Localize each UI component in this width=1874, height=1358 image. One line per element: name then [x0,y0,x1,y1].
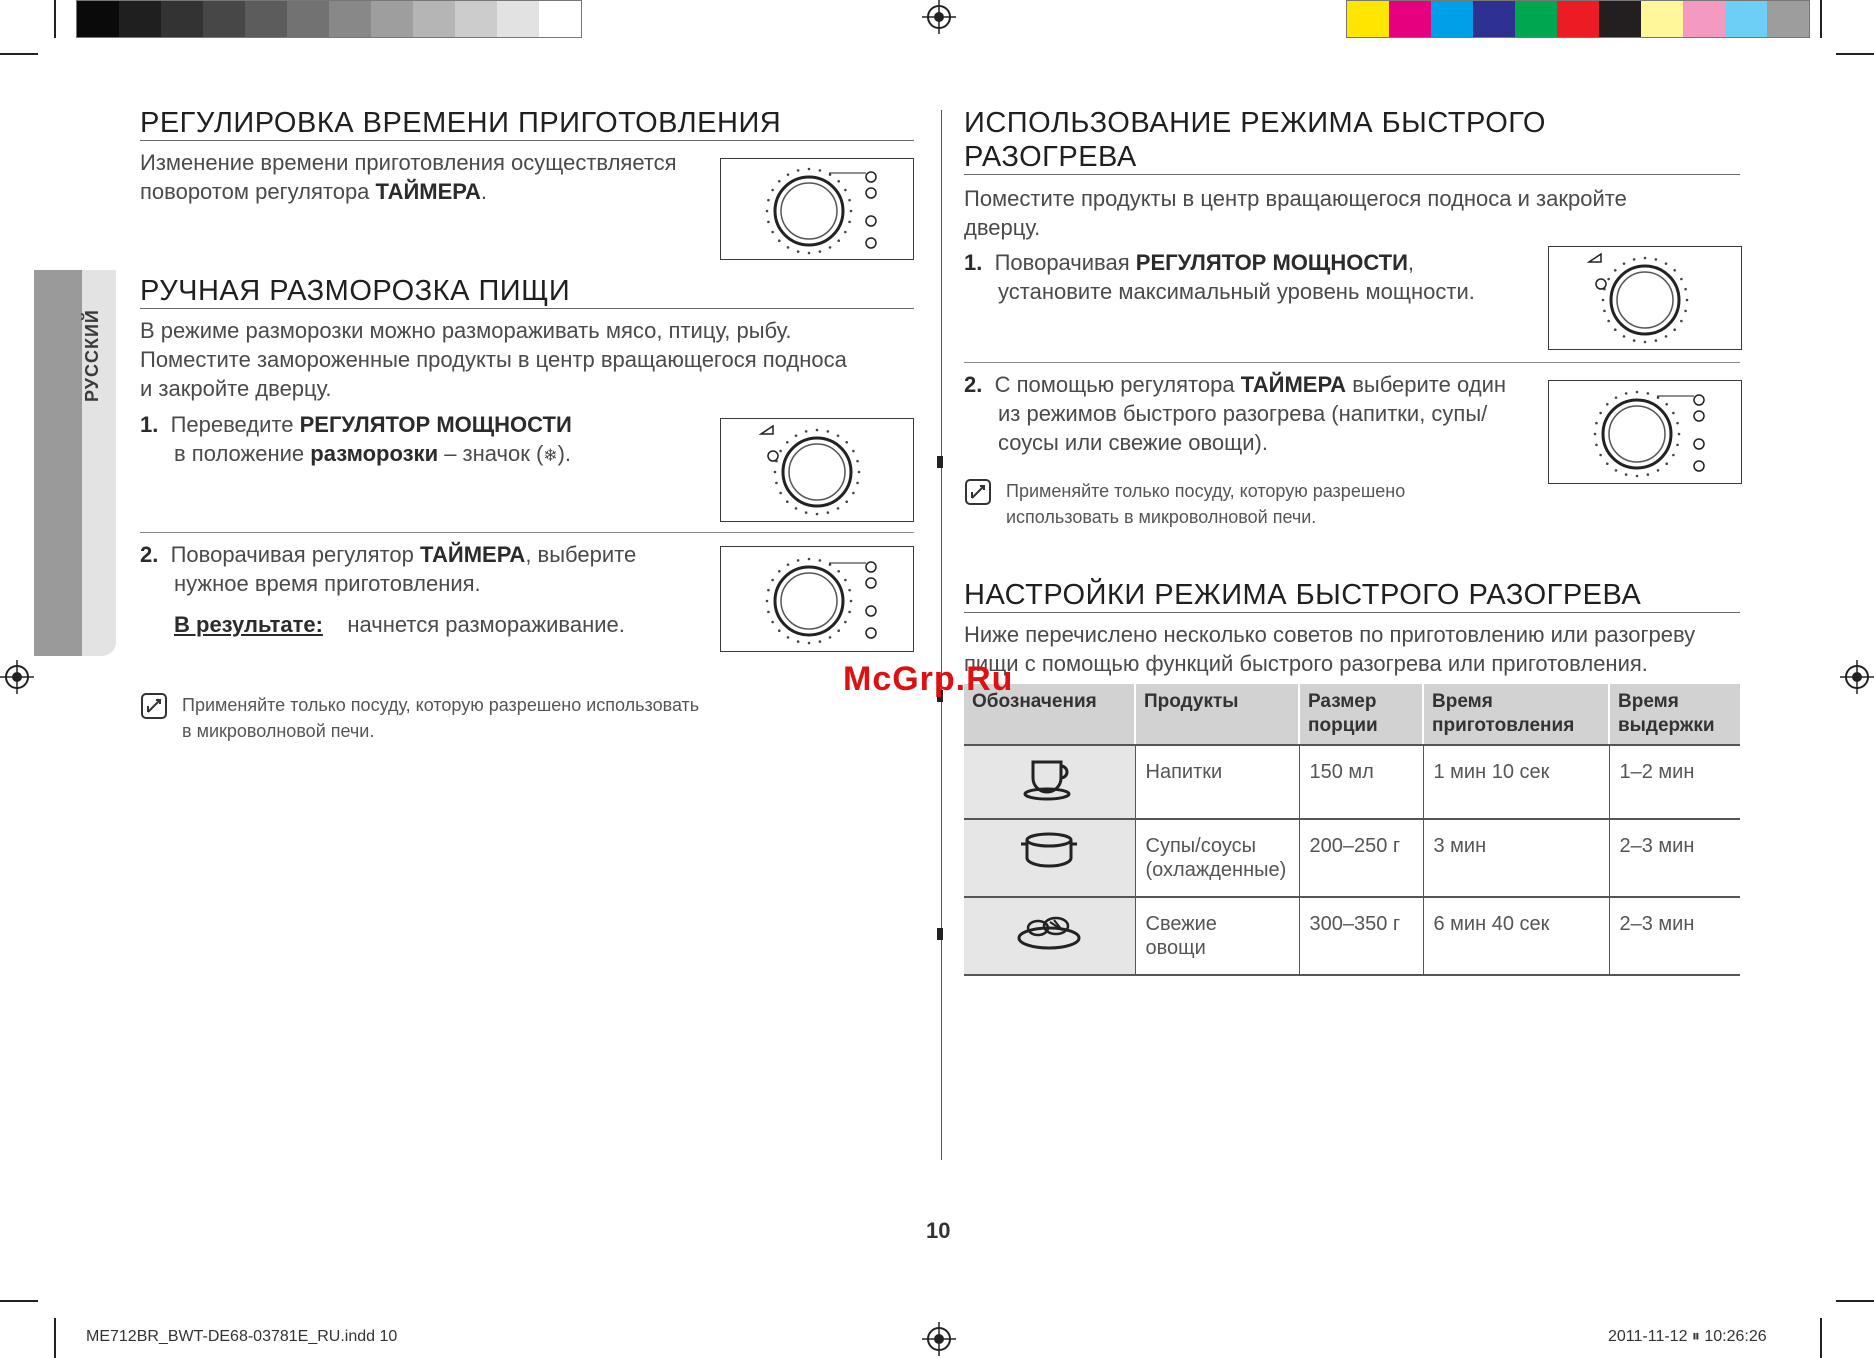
column-header: Время приготовления [1423,684,1609,745]
table-cell: 1 мин 10 сек [1423,745,1609,819]
color-swatch [1515,1,1557,37]
vegetables-icon [1014,906,1084,954]
pot-icon [1017,828,1081,876]
table-cell: 3 мин [1423,819,1609,897]
registration-mark-icon [922,0,956,34]
note-icon [140,692,168,720]
step-separator [964,362,1740,363]
quick-reheat-step-1: 1. Поворачивая РЕГУЛЯТОР МОЩНОСТИ, установите максимальный уровень мощности. [964,250,1475,304]
power-dial-icon [721,419,913,521]
footer-filename: ME712BR_BWT-DE68-03781E_RU.indd 10 [86,1328,398,1345]
table-header-row [964,684,1740,745]
table-cell: Свежие овощи [1135,897,1299,975]
defrost-intro: В режиме разморозки можно размораживать мясо, птицу, рыбу. Поместите замороженные продукты в центр вращающегося подноса и закройте дверцу. [140,318,847,401]
note-icon [964,478,992,506]
crop-mark [1820,0,1822,38]
color-swatch [455,1,497,37]
cookware-note: Применяйте только посуду, которую разрешено использовать в микроволновой печи. [964,478,1524,530]
table-cell [964,819,1135,897]
timer-knob-illustration [720,546,914,652]
column-header: Продукты [1135,684,1299,745]
defrost-step-1: 1. Переведите РЕГУЛЯТОР МОЩНОСТИ в положение разморозки – значок (❄). [140,412,572,466]
color-swatch [1641,1,1683,37]
column-header: Обозначения [964,684,1135,745]
defrost-icon: ❄ [543,446,558,465]
color-swatch [287,1,329,37]
color-swatch [1557,1,1599,37]
color-swatch [329,1,371,37]
cooking-time-text: Изменение времени приготовления осуществляется поворотом регулятора ТАЙМЕРА. [140,150,677,204]
column-header: Размер порции [1299,684,1423,745]
section-title-cooking-time: РЕГУЛИРОВКА ВРЕМЕНИ ПРИГОТОВЛЕНИЯ [140,106,914,141]
section-title-quick-reheat: ИСПОЛЬЗОВАНИЕ РЕЖИМА БЫСТРОГО РАЗОГРЕВА [964,106,1740,175]
page-number: 10 [926,1218,951,1243]
color-swatch [203,1,245,37]
quick-reheat-intro: Поместите продукты в центр вращающегося подноса и закройте дверцу. [964,186,1627,240]
color-swatch [1725,1,1767,37]
column-divider [941,110,942,1160]
quick-reheat-step-2: 2. С помощью регулятора ТАЙМЕРА выберите один из режимов быстрого разогрева (напитки, супы/ соусы или свежие овощи). [964,372,1507,455]
color-swatch [1347,1,1389,37]
table-cell: 2–3 мин [1609,897,1740,975]
color-swatch [119,1,161,37]
timer-knob-illustration [720,158,914,260]
crop-mark [0,1300,38,1302]
table-cell [964,745,1135,819]
color-swatch [1431,1,1473,37]
crop-mark [1820,1318,1822,1358]
table-cell: Супы/соусы (охлажденные) [1135,819,1299,897]
color-swatch [371,1,413,37]
color-swatch [245,1,287,37]
cup-icon [1017,754,1081,802]
defrost-step-2: 2. Поворачивая регулятор ТАЙМЕРА, выберите нужное время приготовления. В результате: начнется размораживание. [140,542,637,637]
crop-mark [54,0,56,38]
quick-reheat-table [964,684,1740,976]
crop-mark [54,1318,56,1358]
column-header: Время выдержки [1609,684,1740,745]
timer-dial-icon [721,547,913,651]
registration-mark-icon [1840,660,1874,694]
watermark: McGrp.Ru [843,660,1014,698]
cookware-note: Применяйте только посуду, которую разрешено использовать в микроволновой печи. [140,692,780,744]
timer-knob-illustration [1548,380,1742,484]
divider-tick [937,928,943,940]
table-cell: 200–250 г [1299,819,1423,897]
power-knob-illustration [720,418,914,522]
color-swatch [1683,1,1725,37]
table-cell: 150 мл [1299,745,1423,819]
step-separator [140,532,914,533]
crop-mark [1836,1300,1874,1302]
registration-mark-icon [0,660,34,694]
color-swatch [1767,1,1809,37]
table-cell: Напитки [1135,745,1299,819]
table-row [964,897,1740,975]
color-swatch [1599,1,1641,37]
color-swatch [161,1,203,37]
grayscale-color-bar [76,0,582,38]
color-swatch [77,1,119,37]
language-tab-label: РУССКИЙ [82,309,102,402]
table-row [964,819,1740,897]
color-swatch [1473,1,1515,37]
section-title-quick-reheat-settings: НАСТРОЙКИ РЕЖИМА БЫСТРОГО РАЗОГРЕВА [964,578,1740,613]
footer-timestamp: 2011-11-12 ⏸ 10:26:26 [1608,1328,1767,1345]
crop-mark [1836,53,1874,55]
color-swatch [413,1,455,37]
color-swatch [1389,1,1431,37]
power-dial-icon [1549,247,1741,349]
section-title-manual-defrost: РУЧНАЯ РАЗМОРОЗКА ПИЩИ [140,274,914,309]
process-color-bar [1346,0,1810,38]
crop-mark [0,53,38,55]
timer-dial-icon [721,159,913,259]
table-cell: 1–2 мин [1609,745,1740,819]
quick-reheat-settings-intro: Ниже перечислено несколько советов по приготовлению или разогреву пищи с помощью функций быстрого разогрева или приготовления. [964,622,1696,676]
color-swatch [539,1,581,37]
registration-mark-icon [922,1322,956,1356]
table-cell: 2–3 мин [1609,819,1740,897]
table-cell [964,897,1135,975]
table-cell: 6 мин 40 сек [1423,897,1609,975]
table-cell: 300–350 г [1299,897,1423,975]
divider-tick [937,456,943,468]
timer-dial-icon [1549,381,1741,483]
table-row [964,745,1740,819]
power-knob-illustration [1548,246,1742,350]
color-swatch [497,1,539,37]
